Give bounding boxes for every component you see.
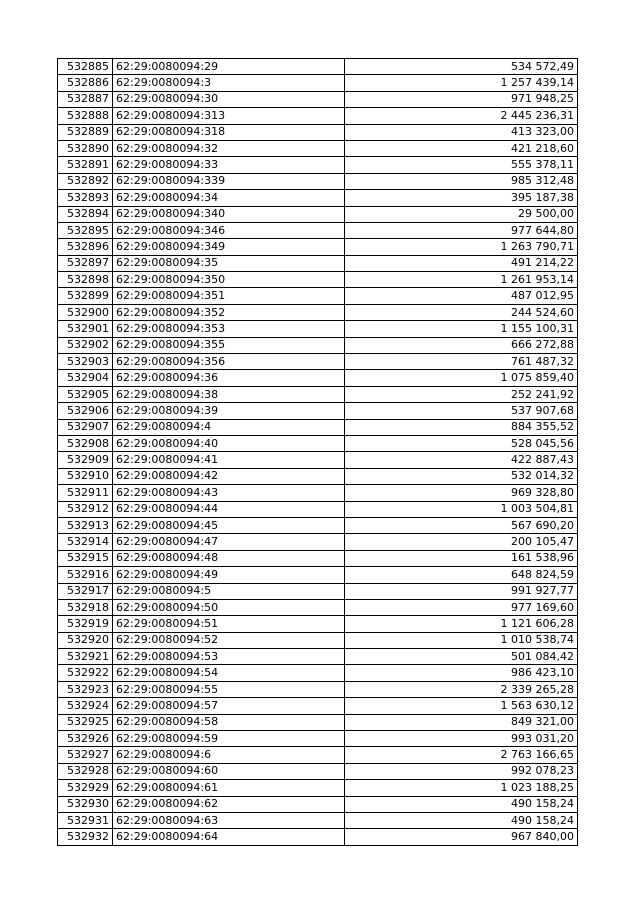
cadastral-number: 62:29:0080094:36	[113, 370, 345, 386]
table-row	[58, 206, 578, 222]
row-number: 532917	[58, 583, 113, 599]
row-number: 532892	[58, 173, 113, 189]
row-number: 532931	[58, 812, 113, 828]
cadastral-number: 62:29:0080094:60	[113, 763, 345, 779]
cadastral-number: 62:29:0080094:349	[113, 239, 345, 255]
cadastral-number: 62:29:0080094:40	[113, 435, 345, 451]
cadastral-number: 62:29:0080094:61	[113, 780, 345, 796]
table-row	[58, 681, 578, 697]
cadastral-value: 991 927,77	[345, 583, 578, 599]
cadastral-number: 62:29:0080094:351	[113, 288, 345, 304]
table-row	[58, 812, 578, 828]
table-row	[58, 337, 578, 353]
table-row	[58, 599, 578, 615]
cadastral-value: 252 241,92	[345, 386, 578, 402]
cadastral-number: 62:29:0080094:353	[113, 321, 345, 337]
cadastral-number: 62:29:0080094:30	[113, 91, 345, 107]
row-number: 532915	[58, 550, 113, 566]
table-row	[58, 714, 578, 730]
cadastral-value: 1 075 859,40	[345, 370, 578, 386]
row-number: 532885	[58, 59, 113, 75]
row-number: 532911	[58, 485, 113, 501]
table-row	[58, 403, 578, 419]
table-row	[58, 435, 578, 451]
row-number: 532922	[58, 665, 113, 681]
row-number: 532929	[58, 780, 113, 796]
cadastral-number: 62:29:0080094:42	[113, 468, 345, 484]
table-row	[58, 124, 578, 140]
row-number: 532891	[58, 157, 113, 173]
table-row	[58, 632, 578, 648]
cadastral-value: 884 355,52	[345, 419, 578, 435]
cadastral-value: 849 321,00	[345, 714, 578, 730]
cadastral-value: 1 155 100,31	[345, 321, 578, 337]
cadastral-value: 567 690,20	[345, 517, 578, 533]
cadastral-number: 62:29:0080094:44	[113, 501, 345, 517]
cadastral-number: 62:29:0080094:41	[113, 452, 345, 468]
table-row	[58, 550, 578, 566]
cadastral-number: 62:29:0080094:38	[113, 386, 345, 402]
table-row	[58, 157, 578, 173]
row-number: 532910	[58, 468, 113, 484]
cadastral-number: 62:29:0080094:49	[113, 567, 345, 583]
row-number: 532895	[58, 222, 113, 238]
table-row	[58, 796, 578, 812]
cadastral-number: 62:29:0080094:45	[113, 517, 345, 533]
cadastral-number: 62:29:0080094:4	[113, 419, 345, 435]
cadastral-value: 1 257 439,14	[345, 75, 578, 91]
row-number: 532907	[58, 419, 113, 435]
row-number: 532926	[58, 731, 113, 747]
cadastral-number: 62:29:0080094:55	[113, 681, 345, 697]
table-row	[58, 567, 578, 583]
table-row	[58, 222, 578, 238]
row-number: 532896	[58, 239, 113, 255]
cadastral-number: 62:29:0080094:39	[113, 403, 345, 419]
cadastral-number: 62:29:0080094:5	[113, 583, 345, 599]
table-row	[58, 468, 578, 484]
cadastral-number: 62:29:0080094:318	[113, 124, 345, 140]
cadastral-number: 62:29:0080094:3	[113, 75, 345, 91]
table-row	[58, 485, 578, 501]
table-row	[58, 665, 578, 681]
row-number: 532913	[58, 517, 113, 533]
row-number: 532921	[58, 649, 113, 665]
table-row	[58, 386, 578, 402]
cadastral-value: 666 272,88	[345, 337, 578, 353]
table-row	[58, 616, 578, 632]
cadastral-number: 62:29:0080094:43	[113, 485, 345, 501]
table-row	[58, 321, 578, 337]
row-number: 532919	[58, 616, 113, 632]
table-row	[58, 370, 578, 386]
cadastral-number: 62:29:0080094:57	[113, 698, 345, 714]
row-number: 532897	[58, 255, 113, 271]
row-number: 532905	[58, 386, 113, 402]
cadastral-number: 62:29:0080094:54	[113, 665, 345, 681]
table-body	[58, 59, 578, 846]
cadastral-number: 62:29:0080094:51	[113, 616, 345, 632]
table-row	[58, 747, 578, 763]
row-number: 532924	[58, 698, 113, 714]
cadastral-number: 62:29:0080094:339	[113, 173, 345, 189]
cadastral-value: 1 263 790,71	[345, 239, 578, 255]
table-row	[58, 534, 578, 550]
row-number: 532928	[58, 763, 113, 779]
cadastral-number: 62:29:0080094:34	[113, 190, 345, 206]
table-row	[58, 75, 578, 91]
table-row	[58, 501, 578, 517]
cadastral-number: 62:29:0080094:52	[113, 632, 345, 648]
cadastral-number: 62:29:0080094:53	[113, 649, 345, 665]
row-number: 532890	[58, 140, 113, 156]
cadastral-number: 62:29:0080094:48	[113, 550, 345, 566]
cadastral-value: 993 031,20	[345, 731, 578, 747]
cadastral-value: 969 328,80	[345, 485, 578, 501]
row-number: 532918	[58, 599, 113, 615]
row-number: 532923	[58, 681, 113, 697]
cadastral-number: 62:29:0080094:29	[113, 59, 345, 75]
cadastral-number: 62:29:0080094:340	[113, 206, 345, 222]
cadastral-value: 2 339 265,28	[345, 681, 578, 697]
table-row	[58, 763, 578, 779]
table-row	[58, 304, 578, 320]
cadastral-number: 62:29:0080094:63	[113, 812, 345, 828]
table-row	[58, 452, 578, 468]
row-number: 532927	[58, 747, 113, 763]
row-number: 532886	[58, 75, 113, 91]
row-number: 532916	[58, 567, 113, 583]
cadastral-number: 62:29:0080094:6	[113, 747, 345, 763]
cadastral-value: 1 563 630,12	[345, 698, 578, 714]
table-row	[58, 829, 578, 845]
cadastral-number: 62:29:0080094:32	[113, 140, 345, 156]
cadastral-value: 1 121 606,28	[345, 616, 578, 632]
cadastral-value: 1 003 504,81	[345, 501, 578, 517]
row-number: 532889	[58, 124, 113, 140]
cadastral-value: 413 323,00	[345, 124, 578, 140]
row-number: 532898	[58, 272, 113, 288]
row-number: 532894	[58, 206, 113, 222]
cadastral-value: 985 312,48	[345, 173, 578, 189]
cadastral-number: 62:29:0080094:59	[113, 731, 345, 747]
cadastral-value: 992 078,23	[345, 763, 578, 779]
table-row	[58, 59, 578, 75]
cadastral-value: 532 014,32	[345, 468, 578, 484]
cadastral-value: 977 644,80	[345, 222, 578, 238]
row-number: 532920	[58, 632, 113, 648]
table-row	[58, 583, 578, 599]
cadastral-value: 761 487,32	[345, 354, 578, 370]
row-number: 532888	[58, 108, 113, 124]
cadastral-value: 422 887,43	[345, 452, 578, 468]
cadastral-value: 1 261 953,14	[345, 272, 578, 288]
table-row	[58, 288, 578, 304]
cadastral-value: 1 010 538,74	[345, 632, 578, 648]
cadastral-value: 487 012,95	[345, 288, 578, 304]
cadastral-number: 62:29:0080094:356	[113, 354, 345, 370]
table-row	[58, 190, 578, 206]
cadastral-number: 62:29:0080094:346	[113, 222, 345, 238]
row-number: 532904	[58, 370, 113, 386]
cadastral-value: 1 023 188,25	[345, 780, 578, 796]
cadastral-value: 555 378,11	[345, 157, 578, 173]
row-number: 532902	[58, 337, 113, 353]
table-row	[58, 239, 578, 255]
cadastral-value: 200 105,47	[345, 534, 578, 550]
table-row	[58, 698, 578, 714]
table-row	[58, 91, 578, 107]
cadastral-value: 648 824,59	[345, 567, 578, 583]
row-number: 532893	[58, 190, 113, 206]
cadastral-number: 62:29:0080094:352	[113, 304, 345, 320]
row-number: 532903	[58, 354, 113, 370]
row-number: 532887	[58, 91, 113, 107]
cadastral-number: 62:29:0080094:35	[113, 255, 345, 271]
row-number: 532909	[58, 452, 113, 468]
cadastral-value: 2 445 236,31	[345, 108, 578, 124]
table-row	[58, 354, 578, 370]
row-number: 532925	[58, 714, 113, 730]
cadastral-number: 62:29:0080094:33	[113, 157, 345, 173]
row-number: 532899	[58, 288, 113, 304]
table-row	[58, 108, 578, 124]
row-number: 532908	[58, 435, 113, 451]
cadastral-value: 528 045,56	[345, 435, 578, 451]
cadastral-value: 534 572,49	[345, 59, 578, 75]
table-row	[58, 272, 578, 288]
row-number: 532900	[58, 304, 113, 320]
cadastral-value: 161 538,96	[345, 550, 578, 566]
cadastral-number: 62:29:0080094:47	[113, 534, 345, 550]
cadastral-value: 971 948,25	[345, 91, 578, 107]
table-row	[58, 780, 578, 796]
row-number: 532914	[58, 534, 113, 550]
row-number: 532932	[58, 829, 113, 845]
cadastral-value: 501 084,42	[345, 649, 578, 665]
cadastral-number: 62:29:0080094:50	[113, 599, 345, 615]
table-row	[58, 649, 578, 665]
cadastral-value: 491 214,22	[345, 255, 578, 271]
cadastral-value: 244 524,60	[345, 304, 578, 320]
table-row	[58, 140, 578, 156]
cadastral-value: 977 169,60	[345, 599, 578, 615]
cadastral-value-table	[57, 58, 578, 846]
cadastral-number: 62:29:0080094:64	[113, 829, 345, 845]
cadastral-number: 62:29:0080094:313	[113, 108, 345, 124]
cadastral-number: 62:29:0080094:62	[113, 796, 345, 812]
cadastral-number: 62:29:0080094:58	[113, 714, 345, 730]
table-row	[58, 731, 578, 747]
cadastral-number: 62:29:0080094:355	[113, 337, 345, 353]
cadastral-value: 395 187,38	[345, 190, 578, 206]
cadastral-value: 29 500,00	[345, 206, 578, 222]
table-row	[58, 173, 578, 189]
cadastral-value: 421 218,60	[345, 140, 578, 156]
cadastral-value: 490 158,24	[345, 796, 578, 812]
cadastral-value: 2 763 166,65	[345, 747, 578, 763]
row-number: 532912	[58, 501, 113, 517]
cadastral-value: 490 158,24	[345, 812, 578, 828]
cadastral-value: 537 907,68	[345, 403, 578, 419]
table-row	[58, 255, 578, 271]
cadastral-number: 62:29:0080094:350	[113, 272, 345, 288]
table-row	[58, 517, 578, 533]
table-row	[58, 419, 578, 435]
row-number: 532930	[58, 796, 113, 812]
cadastral-value: 986 423,10	[345, 665, 578, 681]
row-number: 532906	[58, 403, 113, 419]
cadastral-value: 967 840,00	[345, 829, 578, 845]
row-number: 532901	[58, 321, 113, 337]
